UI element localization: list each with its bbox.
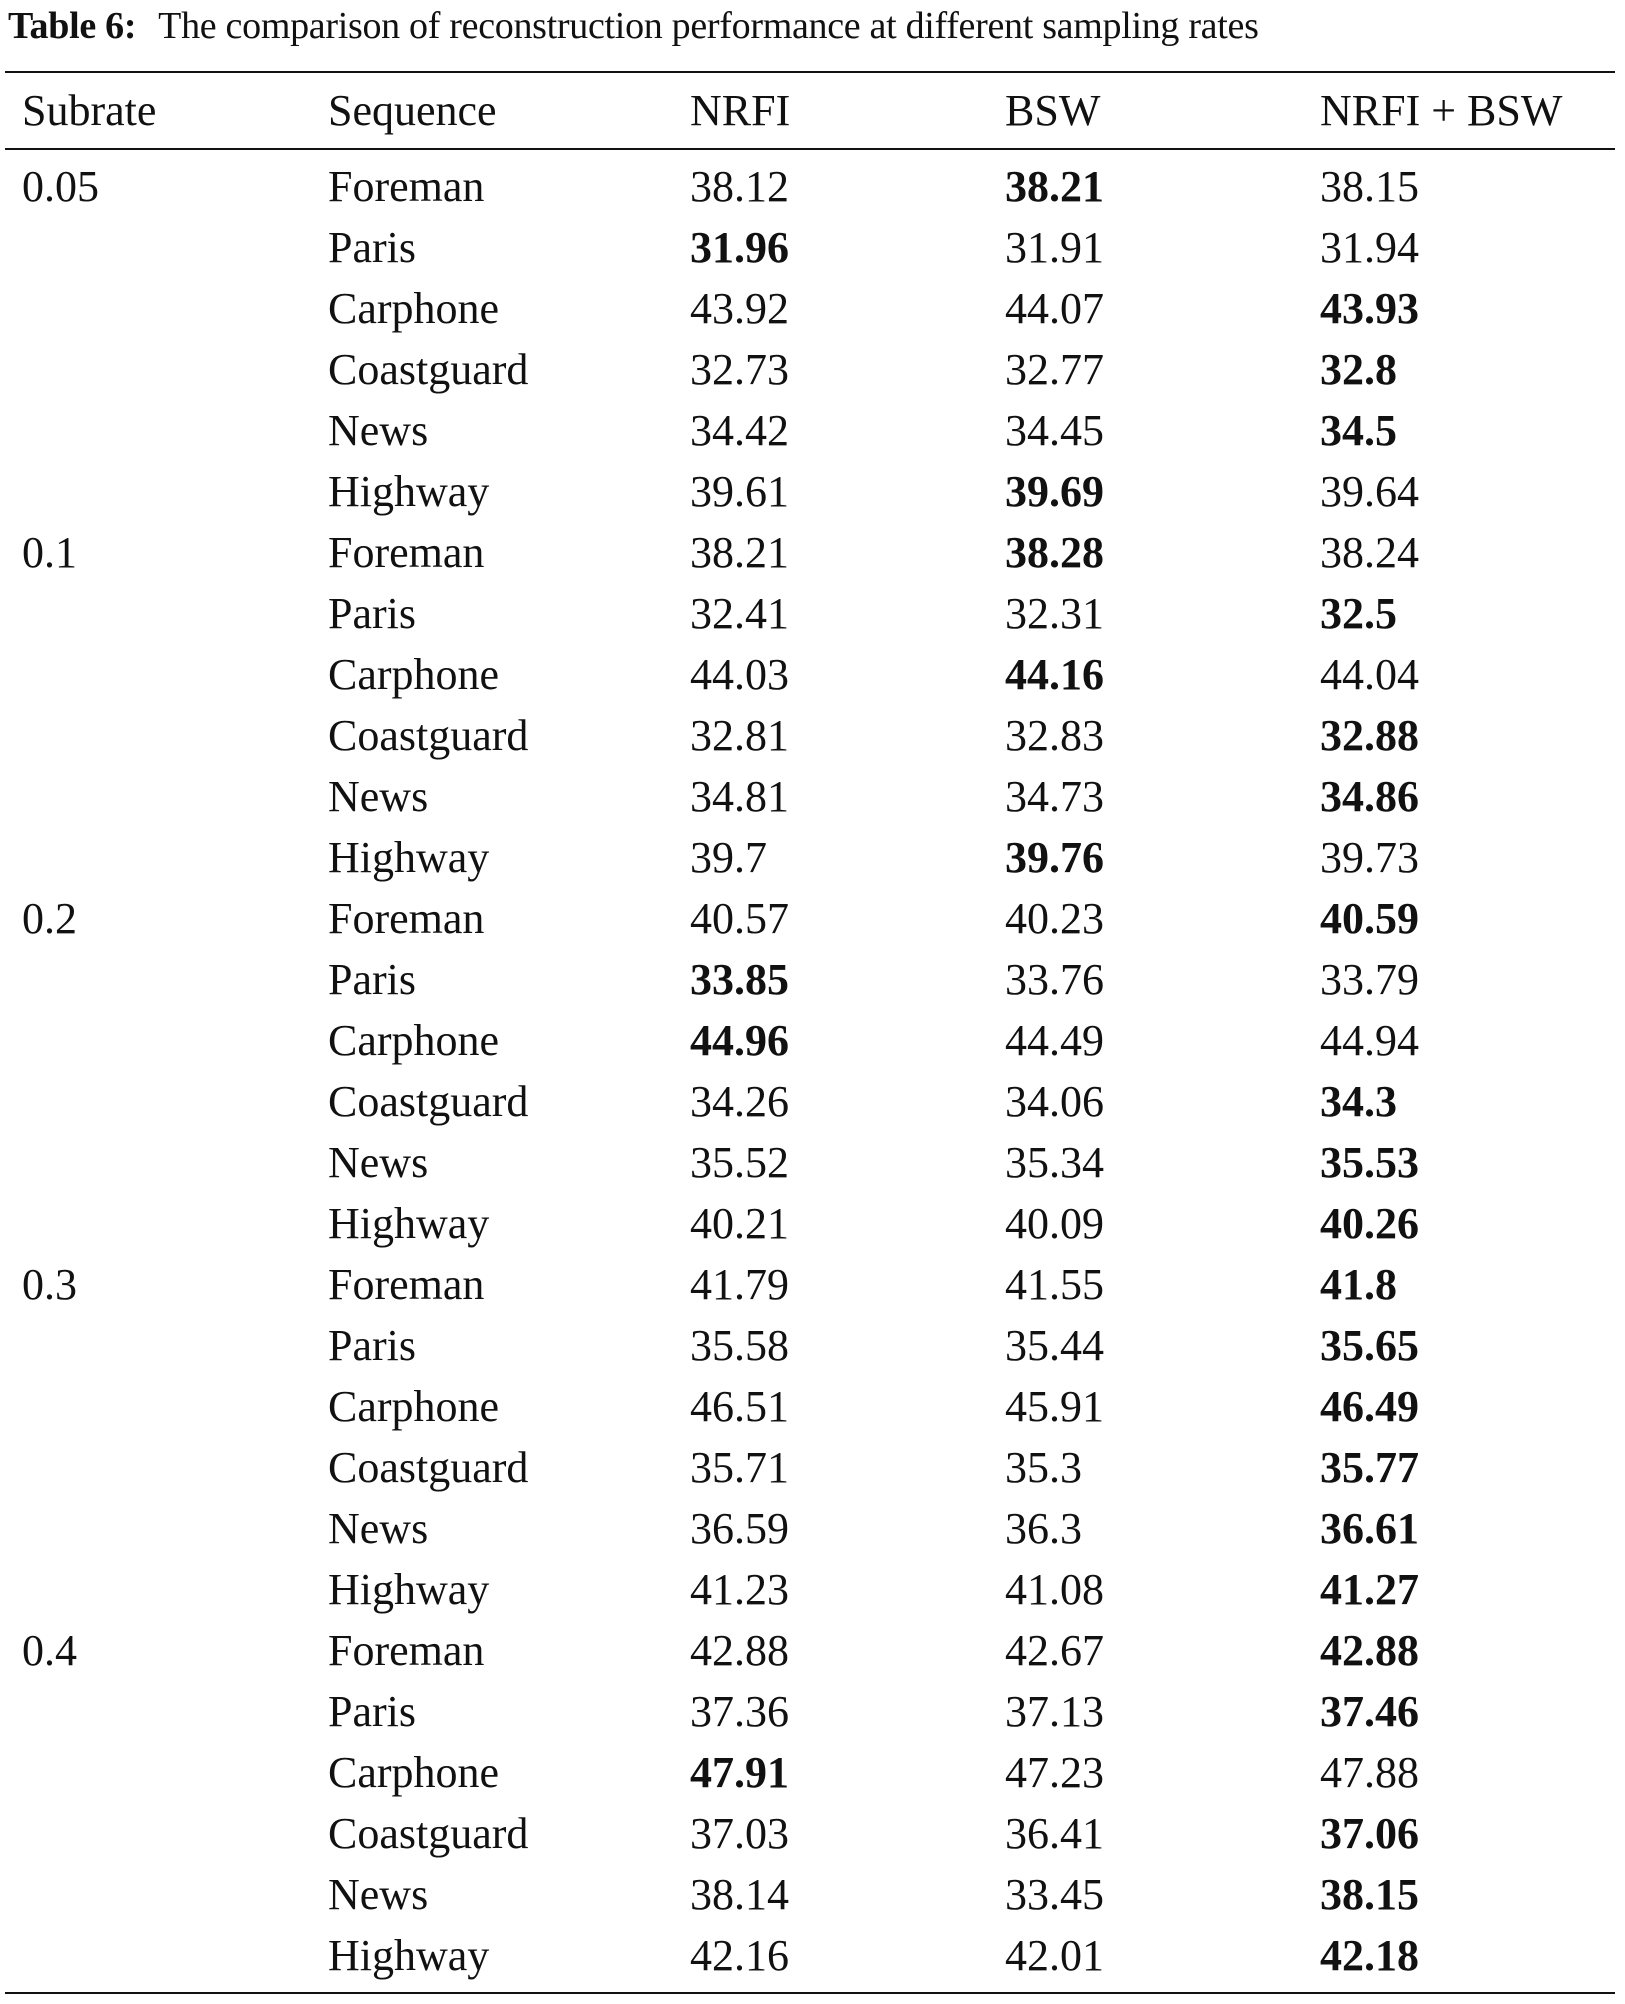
cell-nrfi: 42.16	[690, 1931, 789, 1980]
cell-sequence: Coastguard	[328, 345, 529, 394]
cell-subrate	[22, 1559, 312, 1620]
cell-nrfi-bsw: 34.3	[1320, 1077, 1397, 1126]
cell-sequence: News	[328, 1138, 429, 1187]
cell-sequence: Paris	[328, 1321, 416, 1370]
cell-sequence: Highway	[328, 1565, 490, 1614]
header-nrfi-bsw: NRFI + BSW	[1320, 86, 1563, 135]
table-top-rule	[5, 71, 1615, 73]
cell-bsw: 35.3	[1005, 1443, 1082, 1492]
cell-sequence: Foreman	[328, 1260, 485, 1309]
cell-nrfi-bsw: 43.93	[1320, 284, 1419, 333]
cell-bsw: 34.73	[1005, 772, 1104, 821]
table-row	[0, 1132, 1625, 1193]
cell-sequence: Carphone	[328, 650, 500, 699]
table-row	[0, 1925, 1625, 1986]
cell-subrate	[22, 1132, 312, 1193]
table-row	[0, 1681, 1625, 1742]
table-row	[0, 1193, 1625, 1254]
cell-nrfi-bsw: 38.24	[1320, 528, 1419, 577]
table-row	[0, 1315, 1625, 1376]
cell-nrfi: 37.36	[690, 1687, 789, 1736]
table-row	[0, 278, 1625, 339]
table-row	[0, 1437, 1625, 1498]
cell-bsw: 45.91	[1005, 1382, 1104, 1431]
table-row	[0, 1742, 1625, 1803]
table-row	[0, 1376, 1625, 1437]
cell-subrate	[22, 461, 312, 522]
cell-nrfi: 34.26	[690, 1077, 789, 1126]
cell-nrfi-bsw: 33.79	[1320, 955, 1419, 1004]
cell-sequence: Highway	[328, 1199, 490, 1248]
cell-nrfi-bsw: 41.27	[1320, 1565, 1419, 1614]
cell-sequence: Carphone	[328, 1748, 500, 1797]
table-caption-text: The comparison of reconstruction performance at different sampling rates	[158, 5, 1259, 47]
cell-subrate	[22, 644, 312, 705]
cell-nrfi: 44.03	[690, 650, 789, 699]
table-row	[0, 1559, 1625, 1620]
table-row	[0, 1864, 1625, 1925]
cell-subrate	[22, 1437, 312, 1498]
table-row	[0, 1010, 1625, 1071]
cell-nrfi-bsw: 39.64	[1320, 467, 1419, 516]
cell-nrfi-bsw: 42.18	[1320, 1931, 1419, 1980]
cell-subrate	[22, 217, 312, 278]
table-row	[0, 339, 1625, 400]
table-row	[0, 217, 1625, 278]
cell-nrfi-bsw: 39.73	[1320, 833, 1419, 882]
cell-nrfi: 37.03	[690, 1809, 789, 1858]
table-row	[0, 766, 1625, 827]
cell-nrfi: 35.71	[690, 1443, 789, 1492]
cell-bsw: 38.28	[1005, 528, 1104, 577]
cell-sequence: Carphone	[328, 1382, 500, 1431]
cell-nrfi: 31.96	[690, 223, 789, 272]
cell-nrfi-bsw: 41.8	[1320, 1260, 1397, 1309]
table-row	[0, 949, 1625, 1010]
cell-subrate	[22, 766, 312, 827]
cell-nrfi-bsw: 44.04	[1320, 650, 1419, 699]
cell-subrate	[22, 278, 312, 339]
cell-nrfi: 44.96	[690, 1016, 789, 1065]
table-row	[0, 705, 1625, 766]
cell-bsw: 42.67	[1005, 1626, 1104, 1675]
cell-nrfi-bsw: 40.59	[1320, 894, 1419, 943]
cell-subrate: 0.1	[22, 528, 77, 577]
cell-subrate	[22, 1498, 312, 1559]
cell-sequence: Coastguard	[328, 1809, 529, 1858]
cell-subrate	[22, 583, 312, 644]
cell-nrfi-bsw: 35.53	[1320, 1138, 1419, 1187]
cell-sequence: News	[328, 406, 429, 455]
cell-sequence: Highway	[328, 1931, 490, 1980]
cell-bsw: 36.41	[1005, 1809, 1104, 1858]
cell-nrfi: 35.52	[690, 1138, 789, 1187]
cell-nrfi-bsw: 42.88	[1320, 1626, 1419, 1675]
cell-subrate	[22, 1742, 312, 1803]
cell-nrfi: 32.41	[690, 589, 789, 638]
cell-sequence: Paris	[328, 955, 416, 1004]
cell-nrfi: 46.51	[690, 1382, 789, 1431]
cell-bsw: 35.34	[1005, 1138, 1104, 1187]
cell-nrfi-bsw: 35.77	[1320, 1443, 1419, 1492]
cell-sequence: Coastguard	[328, 1077, 529, 1126]
cell-bsw: 39.69	[1005, 467, 1104, 516]
cell-subrate: 0.3	[22, 1260, 77, 1309]
cell-sequence: Coastguard	[328, 711, 529, 760]
cell-sequence: Highway	[328, 467, 490, 516]
table-header-row	[0, 80, 1625, 141]
cell-nrfi: 41.23	[690, 1565, 789, 1614]
cell-bsw: 36.3	[1005, 1504, 1082, 1553]
cell-subrate	[22, 1376, 312, 1437]
cell-sequence: Foreman	[328, 528, 485, 577]
cell-nrfi-bsw: 32.88	[1320, 711, 1419, 760]
cell-nrfi: 43.92	[690, 284, 789, 333]
cell-sequence: News	[328, 1870, 429, 1919]
table-row	[0, 644, 1625, 705]
cell-nrfi: 40.21	[690, 1199, 789, 1248]
table-row	[0, 522, 1625, 583]
table-bottom-rule	[5, 1992, 1615, 1994]
cell-nrfi: 35.58	[690, 1321, 789, 1370]
cell-sequence: Foreman	[328, 162, 485, 211]
cell-bsw: 31.91	[1005, 223, 1104, 272]
cell-subrate	[22, 339, 312, 400]
cell-nrfi: 33.85	[690, 955, 789, 1004]
cell-nrfi-bsw: 37.06	[1320, 1809, 1419, 1858]
cell-bsw: 39.76	[1005, 833, 1104, 882]
cell-sequence: News	[328, 1504, 429, 1553]
cell-nrfi-bsw: 34.5	[1320, 406, 1397, 455]
cell-sequence: Paris	[328, 1687, 416, 1736]
cell-bsw: 41.08	[1005, 1565, 1104, 1614]
cell-bsw: 44.16	[1005, 650, 1104, 699]
header-nrfi: NRFI	[690, 86, 791, 135]
cell-bsw: 41.55	[1005, 1260, 1104, 1309]
table-row	[0, 1254, 1625, 1315]
cell-nrfi-bsw: 36.61	[1320, 1504, 1419, 1553]
cell-nrfi: 34.42	[690, 406, 789, 455]
cell-subrate: 0.4	[22, 1626, 77, 1675]
cell-subrate	[22, 1925, 312, 1986]
table-row	[0, 1620, 1625, 1681]
cell-sequence: Coastguard	[328, 1443, 529, 1492]
cell-sequence: Highway	[328, 833, 490, 882]
cell-nrfi: 39.7	[690, 833, 767, 882]
cell-sequence: Foreman	[328, 1626, 485, 1675]
cell-subrate	[22, 1315, 312, 1376]
cell-subrate	[22, 1681, 312, 1742]
table-row	[0, 1071, 1625, 1132]
header-subrate: Subrate	[22, 86, 157, 135]
cell-bsw: 40.09	[1005, 1199, 1104, 1248]
cell-bsw: 35.44	[1005, 1321, 1104, 1370]
table-header-rule	[5, 148, 1615, 150]
cell-nrfi-bsw: 44.94	[1320, 1016, 1419, 1065]
table-row	[0, 583, 1625, 644]
cell-nrfi: 38.14	[690, 1870, 789, 1919]
cell-bsw: 33.45	[1005, 1870, 1104, 1919]
cell-bsw: 34.45	[1005, 406, 1104, 455]
cell-nrfi: 47.91	[690, 1748, 789, 1797]
cell-bsw: 32.31	[1005, 589, 1104, 638]
cell-bsw: 37.13	[1005, 1687, 1104, 1736]
header-sequence: Sequence	[328, 86, 497, 135]
cell-subrate	[22, 1864, 312, 1925]
cell-nrfi: 32.81	[690, 711, 789, 760]
cell-nrfi-bsw: 32.5	[1320, 589, 1397, 638]
cell-bsw: 44.49	[1005, 1016, 1104, 1065]
cell-bsw: 34.06	[1005, 1077, 1104, 1126]
cell-subrate	[22, 1803, 312, 1864]
cell-bsw: 38.21	[1005, 162, 1104, 211]
cell-subrate: 0.05	[22, 162, 99, 211]
cell-nrfi: 39.61	[690, 467, 789, 516]
cell-nrfi-bsw: 38.15	[1320, 1870, 1419, 1919]
cell-nrfi-bsw: 35.65	[1320, 1321, 1419, 1370]
cell-nrfi: 42.88	[690, 1626, 789, 1675]
cell-subrate	[22, 1071, 312, 1132]
cell-nrfi: 41.79	[690, 1260, 789, 1309]
cell-sequence: Carphone	[328, 284, 500, 333]
cell-nrfi-bsw: 37.46	[1320, 1687, 1419, 1736]
cell-bsw: 42.01	[1005, 1931, 1104, 1980]
cell-bsw: 44.07	[1005, 284, 1104, 333]
cell-nrfi: 34.81	[690, 772, 789, 821]
cell-nrfi: 38.21	[690, 528, 789, 577]
table-caption-label: Table 6:	[8, 5, 137, 47]
cell-bsw: 32.83	[1005, 711, 1104, 760]
cell-subrate	[22, 1193, 312, 1254]
table-row	[0, 156, 1625, 217]
cell-nrfi-bsw: 40.26	[1320, 1199, 1419, 1248]
cell-nrfi: 38.12	[690, 162, 789, 211]
table-row	[0, 1803, 1625, 1864]
cell-sequence: Carphone	[328, 1016, 500, 1065]
cell-nrfi-bsw: 47.88	[1320, 1748, 1419, 1797]
cell-subrate	[22, 400, 312, 461]
cell-nrfi-bsw: 32.8	[1320, 345, 1397, 394]
table-caption	[8, 4, 1620, 48]
cell-subrate	[22, 949, 312, 1010]
cell-subrate	[22, 827, 312, 888]
cell-nrfi: 36.59	[690, 1504, 789, 1553]
cell-bsw: 47.23	[1005, 1748, 1104, 1797]
table-row	[0, 1498, 1625, 1559]
cell-nrfi-bsw: 46.49	[1320, 1382, 1419, 1431]
header-bsw: BSW	[1005, 86, 1101, 135]
cell-nrfi-bsw: 38.15	[1320, 162, 1419, 211]
cell-subrate: 0.2	[22, 894, 77, 943]
cell-nrfi: 32.73	[690, 345, 789, 394]
cell-subrate	[22, 1010, 312, 1071]
cell-bsw: 40.23	[1005, 894, 1104, 943]
cell-bsw: 32.77	[1005, 345, 1104, 394]
cell-nrfi: 40.57	[690, 894, 789, 943]
cell-sequence: Paris	[328, 223, 416, 272]
cell-subrate	[22, 705, 312, 766]
cell-nrfi-bsw: 31.94	[1320, 223, 1419, 272]
table-row	[0, 827, 1625, 888]
cell-nrfi-bsw: 34.86	[1320, 772, 1419, 821]
cell-bsw: 33.76	[1005, 955, 1104, 1004]
cell-sequence: News	[328, 772, 429, 821]
table-row	[0, 400, 1625, 461]
table-row	[0, 888, 1625, 949]
cell-sequence: Paris	[328, 589, 416, 638]
cell-sequence: Foreman	[328, 894, 485, 943]
table-row	[0, 461, 1625, 522]
table-body	[0, 156, 1625, 1986]
